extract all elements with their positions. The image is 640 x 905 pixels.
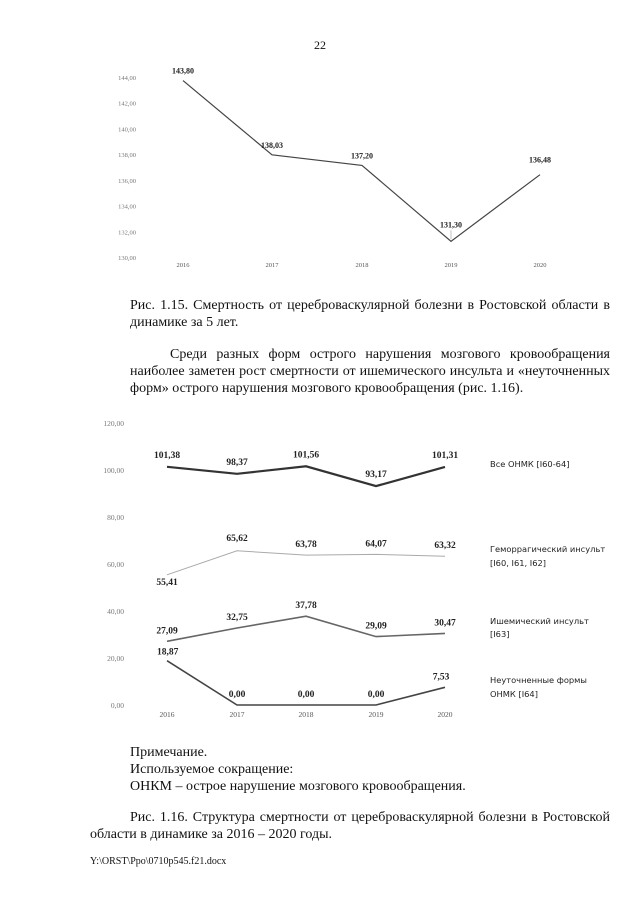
note-abbrev-heading: Используемое сокращение:	[130, 762, 294, 777]
data-label: 30,47	[434, 618, 456, 629]
series-line	[167, 466, 445, 486]
data-label: 63,32	[434, 541, 456, 552]
legend-entry: ОНМК [I64]	[490, 689, 538, 699]
data-label: 131,30	[440, 220, 462, 230]
y-tick-label: 120,00	[103, 419, 124, 428]
data-label: 137,20	[351, 151, 373, 161]
data-label: 18,87	[157, 647, 179, 658]
figure-caption-1-15: Рис. 1.15. Смертность от цереброваскулярной болезни в Ростовской области в динамике за 5 лет.	[130, 298, 610, 330]
body-paragraph: Среди разных форм острого нарушения мозгового кровообращения наиболее заметен рост смертности от ишемического инсульта и «неуточненных форм» острого нарушения мозгового кровообращения (рис. 1.16).	[130, 347, 610, 396]
figure-caption-1-16: Рис. 1.16. Структура смертности от цереброваскулярной болезни в Ростовской области в динамике за 2016 – 2020 годы.	[90, 810, 610, 842]
note-block	[130, 744, 466, 795]
data-label: 138,03	[261, 140, 283, 150]
y-tick-label: 136,00	[118, 177, 136, 185]
series-line	[167, 616, 445, 641]
y-tick-label: 130,00	[118, 255, 136, 262]
data-label: 65,62	[226, 533, 248, 544]
x-tick-label: 2017	[265, 262, 279, 269]
data-label: 101,38	[153, 450, 181, 461]
data-label: 101,31	[431, 450, 459, 461]
data-label: 27,09	[156, 626, 178, 637]
y-tick-label: 20,00	[107, 654, 124, 663]
series-line	[167, 551, 445, 575]
y-tick-label: 0,00	[110, 701, 124, 710]
data-label: 0,00	[228, 690, 246, 700]
data-label: 64,07	[365, 539, 387, 550]
y-tick-label: 80,00	[107, 513, 124, 522]
y-tick-label: 132,00	[118, 229, 136, 237]
data-label: 37,78	[295, 601, 317, 612]
x-tick-label: 2019	[368, 710, 384, 719]
x-tick-label: 2016	[159, 710, 175, 719]
x-tick-label: 2017	[229, 710, 245, 719]
y-tick-label: 138,00	[118, 152, 136, 160]
x-tick-label: 2020	[533, 262, 547, 269]
legend-entry: [I60, I61, I62]	[490, 558, 547, 568]
data-label: 0,00	[297, 690, 315, 700]
legend-entry: Неуточненные формы	[490, 675, 587, 685]
y-tick-label: 60,00	[107, 560, 124, 569]
legend-entry: Ишемический инсульт	[490, 616, 589, 626]
data-label: 55,41	[156, 577, 178, 588]
data-label: 143,80	[172, 66, 194, 76]
data-label: 63,78	[295, 540, 317, 551]
data-label: 93,17	[365, 470, 387, 481]
x-tick-label: 2019	[444, 262, 458, 269]
y-tick-label: 144,00	[118, 75, 136, 82]
x-tick-label: 2018	[355, 262, 369, 269]
x-tick-label: 2018	[298, 710, 314, 719]
file-path-footer: Y:\ORST\Ppo\0710p545.f21.docx	[90, 856, 227, 867]
y-tick-label: 100,00	[103, 466, 124, 475]
data-label: 29,09	[365, 621, 387, 632]
data-label: 0,00	[367, 690, 385, 700]
y-tick-label: 140,00	[118, 126, 136, 134]
legend-entry: [I63]	[490, 629, 510, 639]
page-number: 22	[314, 38, 326, 52]
data-label: 7,53	[432, 672, 450, 683]
note-abbrev-definition: ОНКМ – острое нарушение мозгового кровообращения.	[130, 779, 466, 794]
legend-entry: Все ОНМК [I60-64]	[490, 459, 570, 469]
note-title: Примечание.	[130, 745, 208, 760]
y-tick-label: 142,00	[118, 100, 136, 108]
x-tick-label: 2020	[437, 710, 453, 719]
x-tick-label: 2016	[176, 262, 190, 269]
data-label: 32,75	[226, 613, 248, 624]
legend-entry: Геморрагический инсульт	[490, 544, 606, 554]
y-tick-label: 134,00	[118, 203, 136, 211]
y-tick-label: 40,00	[107, 607, 124, 616]
data-label: 136,48	[529, 155, 551, 165]
data-label: 98,37	[226, 457, 248, 468]
data-label: 101,56	[292, 450, 320, 461]
